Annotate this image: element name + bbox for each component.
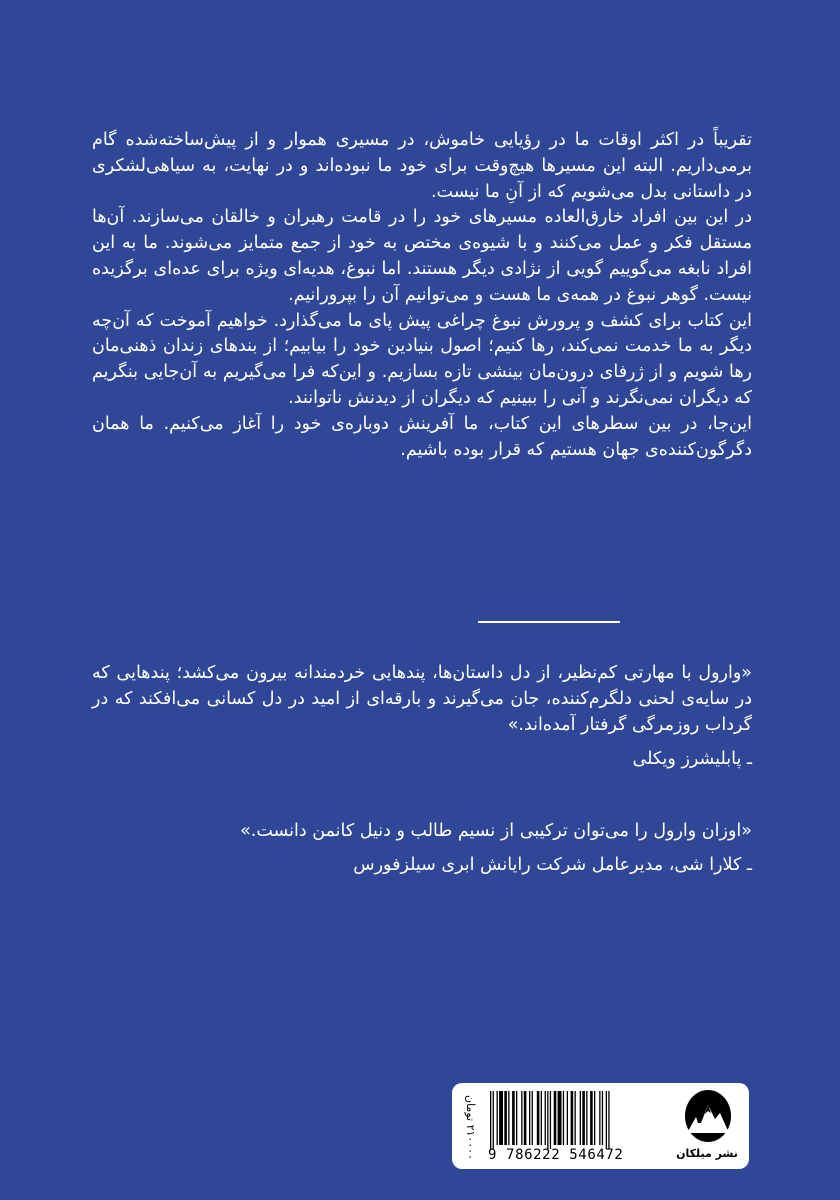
section-divider [478,621,620,623]
review-quote-1-text: «وارول با مهارتی کم‌نظیر، از دل داستان‌ها، پندهایی خردمندانه بیرون می‌کشد؛ پندهایی که در سایه‌ی لحنی دلگرم‌کننده، جان می‌گیرند و بارقه‌ای از امید در دل کسانی می‌افکند که در گرداب روزمرگی گرفتار آمده‌اند.» [92,663,752,735]
isbn-digits: 9 786222 546472 [488,1147,624,1163]
barcode-bar [590,1091,593,1145]
mountain-logo-icon [683,1089,733,1145]
barcode-bar [508,1091,509,1145]
review-quote-2-source: ـ کلارا شی، مدیرعامل شرکت رایانش ابری سیلزفورس [353,855,752,875]
barcode-bar [504,1091,507,1145]
price-label: ۲۱۰۰۰۰ تومان [464,1094,477,1160]
barcode-bar [537,1091,540,1145]
barcode-bar [512,1091,515,1145]
barcode-bar [606,1091,607,1149]
publisher-name: نشر میلکان [676,1147,738,1160]
barcode-bar [580,1091,581,1145]
barcode-bar [582,1091,585,1145]
review-quote-1-source: ـ پابلیشرز ویکلی [632,749,752,769]
barcode-bar [608,1091,609,1149]
barcode-bar [575,1091,576,1145]
barcode-bar [490,1091,491,1149]
review-quote-2 [92,818,752,878]
barcode-bar [521,1091,522,1145]
barcode-bar [532,1091,533,1145]
barcode-bar [602,1091,603,1145]
blurb-text [92,128,752,463]
publisher-logo-block [671,1089,743,1165]
blurb-paragraph-3: این کتاب برای کشف و پرورش نبوغ چراغی پیش پای ما می‌گذارد. خواهیم آموخت که آن‌چه دیگر به ما خدمت نمی‌کند، رها کنیم؛ اصول بنیادین خود را بیابیم؛ از بندهای زندان ذهنی‌مان رها شویم و از ژرفای درون‌مان بینشی تازه بسازیم. و این‌که فرا می‌گیریم به آن‌جایی بنگریم که دیگران نمی‌نگرند و آنی را ببینیم که دیگران از دیدنش ناتوانند. [92,310,752,408]
review-quote-2-text: «اوزان وارول را می‌توان ترکیبی از نسیم طالب و دنیل کانمن دانست.» [240,821,752,841]
barcode-bar [547,1091,548,1149]
barcode-bar [554,1091,557,1145]
barcode-bar [599,1091,600,1145]
barcode-bar [558,1091,562,1145]
review-quote-1 [92,660,752,772]
blurb-paragraph-4: این‌جا، در بین سطرهای این کتاب، ما آفرینش دوباره‌ی خود را آغاز می‌کنیم. ما همان دگرگون‌کننده‌ی جهان هستیم که قرار بوده باشیم. [92,413,752,460]
barcode-bar [571,1091,574,1145]
barcode-bar [545,1091,546,1145]
barcode-bar [524,1091,527,1145]
barcode-bar [529,1091,530,1145]
barcode-bar [499,1091,503,1145]
barcode-bar [563,1091,564,1145]
barcode-bar [567,1091,568,1145]
barcode-bar [541,1091,542,1145]
barcode-icon [488,1091,662,1149]
barcode-bar [586,1091,587,1145]
barcode-bar [550,1091,551,1149]
barcode-box [452,1083,749,1169]
blurb-paragraph-1: تقریباً در اکثر اوقات ما در رؤیایی خاموش، در مسیری هموار و از پیش‌ساخته‌شده گام برمی‌داریم. البته این مسیرها هیچ‌وقت برای خود ما نبوده‌اند و در نهایت، به سیاهی‌لشکری در داستانی بدل می‌شویم که از آنِ ما نیست. [92,130,752,202]
barcode-bar [516,1091,517,1145]
barcode-bar [497,1091,498,1145]
barcode-bar [493,1091,494,1149]
barcode-bar [594,1091,595,1145]
blurb-paragraph-2: در این بین افراد خارق‌العاده مسیرهای خود را در قامت رهبران و خالقان می‌سازند. آن‌ها مستقل فکر و عمل می‌کنند و با شیوه‌ی مختص به خود از جمع متمایز می‌شوند. ما به این افراد نابغه می‌گوییم گویی از نژادی دیگر هستند. اما نبوغ، هدیه‌ای ویژه برای عده‌ای برگزیده نیست. گوهر نبوغ در همه‌ی ما هست و می‌توانیم آن را بپرورانیم. [92,207,752,305]
